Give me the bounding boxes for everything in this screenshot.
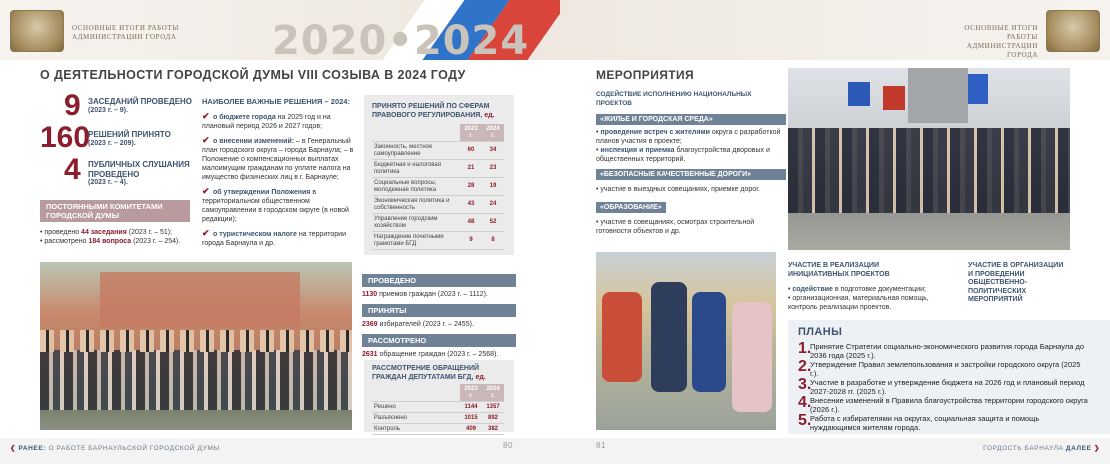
receptions-block bbox=[362, 274, 516, 364]
table-row: Социальные вопросы, молодежная политика 28 19 bbox=[372, 178, 504, 196]
table-row: Решено 1144 1357 bbox=[372, 402, 504, 413]
decision-item: ✔ о туристическом налоге на территории города Барнаула и др. bbox=[202, 228, 346, 247]
decision-item: ✔ об утверждении Положения в территориальном общественном самоуправлении в городском округе (в новой редакции); bbox=[202, 186, 349, 223]
initiative-item: • содействие в подготовке документации; bbox=[788, 286, 926, 293]
decision-item: ✔ о внесении изменений: – в Генеральный план городского округа – города Барнаула; – в Положение о компенсационных выплатах малоимущим гражданам по уплате налога на имущество физических лиц в г. Барнауле; bbox=[202, 135, 354, 181]
event-item: • инспекция и приемка благоустройства дворовых и общественных территорий. bbox=[596, 147, 770, 163]
city-emblem-left bbox=[10, 10, 64, 52]
col-header: 2024 г. bbox=[482, 124, 504, 142]
committee-item: • проведено 44 заседания (2023 г. – 51); bbox=[40, 229, 173, 236]
reception-band: ПРОВЕДЕНО bbox=[362, 274, 516, 287]
appeals-panel bbox=[364, 360, 514, 432]
stat-label: РЕШЕНИЙ ПРИНЯТО bbox=[88, 130, 171, 139]
table-row: Экономическая политика и собственность 43 24 bbox=[372, 196, 504, 214]
col-header: 2024 г. bbox=[482, 384, 504, 402]
check-icon: ✔ bbox=[202, 228, 210, 238]
col-header: 2023 г. bbox=[460, 384, 482, 402]
initiative-item: • организационная, материальная помощь, контроль реализации проектов. bbox=[788, 295, 929, 311]
plans-title: ПЛАНЫ bbox=[798, 326, 843, 338]
initiative-title: УЧАСТИЕ В РЕАЛИЗАЦИИ ИНИЦИАТИВНЫХ ПРОЕКТОВ bbox=[788, 262, 890, 278]
committees-list bbox=[40, 228, 200, 246]
stat-number: 160 bbox=[40, 121, 91, 154]
header-right-text bbox=[958, 24, 1038, 60]
stat-label: ЗАСЕДАНИЙ ПРОВЕДЕНО bbox=[88, 97, 193, 106]
reception-text: 1130 приемов граждан (2023 г. – 1112). bbox=[362, 291, 488, 298]
decisions-block bbox=[202, 97, 354, 248]
plans-panel bbox=[788, 320, 1110, 434]
committees-band: ПОСТОЯННЫМИ КОМИТЕТАМИ ГОРОДСКОЙ ДУМЫ bbox=[40, 200, 190, 222]
chevron-left-icon: ❮ bbox=[10, 445, 19, 452]
years-title: 2020•2024 bbox=[272, 18, 530, 64]
col-header: 2023 г. bbox=[460, 124, 482, 142]
decisions-table bbox=[372, 124, 504, 250]
footer-next-link[interactable]: ГОРДОСТЬ БАРНАУЛА ДАЛЕЕ ❯ bbox=[983, 445, 1100, 452]
city-emblem-right bbox=[1046, 10, 1100, 52]
stat-number: 9 bbox=[64, 89, 81, 122]
decision-item: ✔ о бюджете города на 2025 год и на плановый период 2026 и 2027 годов; bbox=[202, 111, 331, 130]
plan-item: 4.Внесение изменений в Правила благоустройства территории городского округа (2026 г.). bbox=[798, 394, 1088, 414]
reception-band: РАССМОТРЕНО bbox=[362, 334, 516, 347]
group-photo-flags bbox=[788, 68, 1070, 250]
table-row: Контроль 409 382 bbox=[372, 424, 504, 435]
decisions-title: НАИБОЛЕЕ ВАЖНЫЕ РЕШЕНИЯ – 2024: bbox=[202, 97, 350, 106]
photo-residents-meeting bbox=[596, 252, 776, 430]
reception-text: 2369 избирателей (2023 г. – 2455). bbox=[362, 321, 474, 328]
table-row: Управление городским хозяйством 48 52 bbox=[372, 214, 504, 232]
public-events-title: УЧАСТИЕ В ОРГАНИЗАЦИИ И ПРОВЕДЕНИИ ОБЩЕСТВЕННО-ПОЛИТИЧЕСКИХ МЕРОПРИЯТИЙ bbox=[968, 262, 1064, 303]
reception-text: 2631 обращение граждан (2023 г. – 2568). bbox=[362, 351, 499, 358]
chevron-right-icon: ❯ bbox=[1091, 445, 1100, 452]
event-item: • участие в совещаниях, осмотрах строительной готовности объектов и др. bbox=[596, 219, 755, 235]
events-title: МЕРОПРИЯТИЯ bbox=[596, 68, 695, 82]
header-left-line1: ОСНОВНЫЕ ИТОГИ РАБОТЫ bbox=[72, 24, 179, 32]
plan-item: 1.Принятие Стратегии социально-экономического развития города Барнаула до 2036 года (2025 г.). bbox=[798, 340, 1084, 360]
table-row: Разъяснено 1015 892 bbox=[372, 413, 504, 424]
event-band: «ОБРАЗОВАНИЕ» bbox=[596, 202, 666, 213]
header-right-line1: ОСНОВНЫЕ ИТОГИ РАБОТЫ bbox=[964, 24, 1038, 41]
table-row: Законность, местное самоуправление 60 34 bbox=[372, 142, 504, 160]
footer-prev-link[interactable]: ❮ РАНЕЕ: О РАБОТЕ БАРНАУЛЬСКОЙ ГОРОДСКОЙ ДУМЫ bbox=[10, 445, 220, 452]
events-subtitle: СОДЕЙСТВИЕ ИСПОЛНЕНИЮ НАЦИОНАЛЬНЫХ ПРОЕКТОВ bbox=[596, 91, 752, 107]
header-left-text bbox=[72, 24, 179, 42]
appeals-title: РАССМОТРЕНИЕ ОБРАЩЕНИЙ ГРАЖДАН ДЕПУТАТАМИ БГД, ед. bbox=[372, 365, 486, 381]
event-band: «БЕЗОПАСНЫЕ КАЧЕСТВЕННЫЕ ДОРОГИ» bbox=[596, 169, 786, 180]
plan-item: 3.Участие в разработке и утверждение бюджета на 2026 год и плановый период 2027-2028 гг. (2025 г.). bbox=[798, 376, 1085, 396]
header-right-line2: АДМИНИСТРАЦИИ ГОРОДА bbox=[966, 42, 1038, 59]
initiative-block bbox=[788, 262, 958, 312]
event-item: • участие в выездных совещаниях, приемке дорог. bbox=[596, 186, 760, 193]
check-icon: ✔ bbox=[202, 186, 210, 196]
committee-item: • рассмотрено 184 вопроса (2023 г. – 254). bbox=[40, 238, 181, 245]
stat-sub: (2023 г. – 209). bbox=[88, 139, 136, 147]
group-photo-duma bbox=[40, 262, 352, 430]
event-item: • проведение встреч с жителями округа с разработкой планов участия в проекте; bbox=[596, 129, 781, 145]
plan-item: 2.Утверждение Правил землепользования и застройки городского округа (2025 г.). bbox=[798, 358, 1081, 378]
events-groups bbox=[596, 114, 786, 236]
table-row: Бюджетная и налоговая политика 21 23 bbox=[372, 160, 504, 178]
appeals-table bbox=[372, 384, 504, 435]
plan-item: 5.Работа с избирателями на округах, социальная защита и помощь нуждающимся жителям города. bbox=[798, 412, 1040, 432]
event-band: «ЖИЛЬЕ И ГОРОДСКАЯ СРЕДА» bbox=[596, 114, 786, 125]
decisions-table-panel bbox=[364, 95, 514, 255]
decisions-table-title: ПРИНЯТО РЕШЕНИЙ ПО СФЕРАМ ПРАВОВОГО РЕГУЛИРОВАНИЯ, ед. bbox=[372, 103, 495, 119]
stat-sub: (2023 г. – 4). bbox=[88, 179, 128, 186]
page-number-right: 81 bbox=[596, 441, 607, 450]
stat-sub: (2023 г. – 9). bbox=[88, 106, 128, 114]
stat-number: 4 bbox=[64, 153, 81, 186]
duma-section-title: О ДЕЯТЕЛЬНОСТИ ГОРОДСКОЙ ДУМЫ VIII СОЗЫВА В 2024 ГОДУ bbox=[40, 68, 466, 82]
reception-band: ПРИНЯТЫ bbox=[362, 304, 516, 317]
table-row: Награждение почетными грамотами БГД 9 8 bbox=[372, 232, 504, 250]
page-number-left: 80 bbox=[503, 441, 514, 450]
stat-label: ПУБЛИЧНЫХ СЛУШАНИЯ ПРОВЕДЕНО bbox=[88, 160, 190, 179]
header-left-line2: АДМИНИСТРАЦИИ ГОРОДА bbox=[72, 33, 177, 41]
check-icon: ✔ bbox=[202, 135, 210, 145]
check-icon: ✔ bbox=[202, 111, 210, 121]
